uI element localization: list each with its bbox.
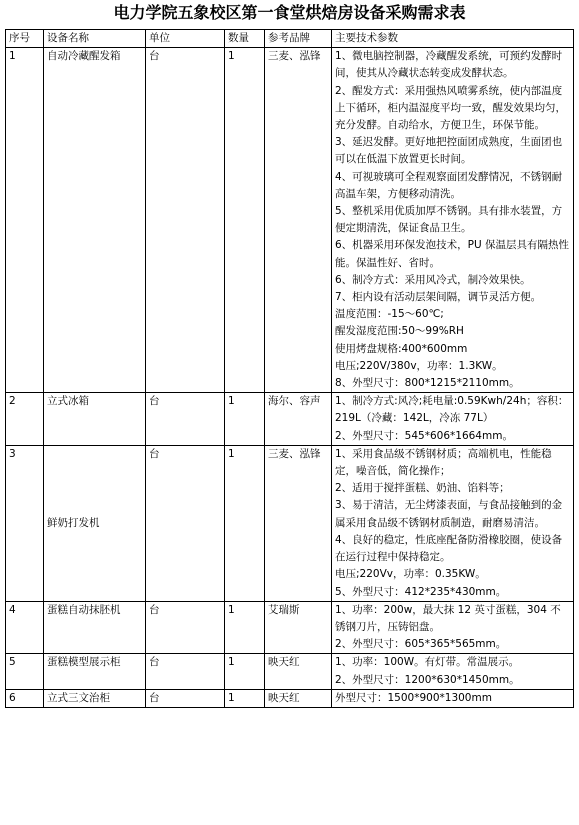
cell-specs [332, 601, 574, 654]
table-row [6, 689, 574, 707]
cell-no: 5 [6, 654, 44, 689]
cell-brand: 艾瑞斯 [265, 601, 332, 654]
header-specs: 主要技术参数 [332, 30, 574, 48]
table-body [6, 48, 574, 708]
table-row [6, 393, 574, 446]
spec-line: 1、功率：200w，最大抹 12 英寸蛋糕，304 不锈钢刀片，压铸铝盘。 [335, 603, 561, 633]
spec-line: 1、制冷方式:风冷;耗电量:0.59Kwh/24h；容积：219L（冷藏：142L，冷冻 77L） [335, 395, 569, 425]
spec-line: 2、醒发方式：采用强热风喷雾系统，使内部温度上下循环，柜内温湿度平均一致，醒发效果均匀， 充分发酵。自动给水，方便卫生，环保节能。 [335, 84, 566, 132]
cell-qty: 1 [225, 654, 265, 689]
cell-unit: 台 [146, 393, 225, 446]
cell-no: 6 [6, 689, 44, 707]
cell-no: 4 [6, 601, 44, 654]
header-qty: 数量 [225, 30, 265, 48]
cell-qty: 1 [225, 601, 265, 654]
spec-line: 6、机器采用环保发泡技术，PU 保温层具有隔热性能。保温性好、省时。 [335, 239, 570, 269]
table-row [6, 445, 574, 601]
cell-no: 2 [6, 393, 44, 446]
cell-unit: 台 [146, 601, 225, 654]
cell-unit: 台 [146, 654, 225, 689]
cell-specs [332, 393, 574, 446]
cell-brand: 海尔、容声 [265, 393, 332, 446]
cell-name: 立式冰箱 [44, 393, 146, 446]
spec-line: 3、易于清洁，无尘烤漆表面，与食品接触到的金属采用食品级不锈钢材质制造，耐磨易清洁。 [335, 499, 563, 529]
spec-line: 3、延迟发酵。更好地把控面团成熟度，生面团也可以在低温下放置更长时间。 [335, 136, 563, 166]
cell-specs [332, 445, 574, 601]
spec-line: 6、制冷方式：采用风冷式，制冷效果快。 [335, 273, 531, 286]
cell-unit: 台 [146, 48, 225, 393]
spec-line: 1、采用食品级不锈钢材质；高端机电，性能稳定，噪音低，简化操作； [335, 447, 552, 478]
cell-specs [332, 689, 574, 707]
cell-specs [332, 654, 574, 689]
cell-no: 3 [6, 445, 44, 601]
header-unit: 单位 [146, 30, 225, 48]
table-row [6, 601, 574, 654]
spec-line: 5、外型尺寸：412*235*430mm。 [335, 585, 507, 598]
cell-brand: 三麦、泓锋 [265, 445, 332, 601]
header-no: 序号 [6, 30, 44, 48]
spec-line: 1、微电脑控制器，冷藏醒发系统，可预约发酵时间，使其从冷藏状态转变成发酵状态。 [335, 50, 563, 80]
cell-name: 自动冷藏醒发箱 [44, 48, 146, 393]
spec-line: 醒发湿度范围:50～99%RH [335, 325, 464, 338]
cell-name: 蛋糕模型展示柜 [44, 654, 146, 689]
spec-line: 温度范围：-15～60℃; [335, 308, 444, 321]
spec-line: 2、外型尺寸：545*606*1664mm。 [335, 429, 513, 442]
spec-line: 8、外型尺寸：800*1215*2110mm。 [335, 377, 520, 390]
cell-brand: 映天红 [265, 654, 332, 689]
cell-qty: 1 [225, 48, 265, 393]
table-row [6, 48, 574, 393]
header-name: 设备名称 [44, 30, 146, 48]
spec-line: 1、功率：100W。有灯带。常温展示。 [335, 656, 520, 669]
spec-line: 4、可视玻璃可全程观察面团发酵情况，不锈钢耐高温车架，方便移动清洗。 [335, 170, 563, 200]
spec-line: 2、外型尺寸：1200*630*1450mm。 [335, 673, 520, 686]
cell-name: 蛋糕自动抹胚机 [44, 601, 146, 654]
spec-line: 电压;220V/380v，功率：1.3KW。 [335, 359, 503, 372]
spec-line: 外型尺寸：1500*900*1300mm [335, 691, 492, 704]
cell-qty: 1 [225, 393, 265, 446]
document-title: 电力学院五象校区第一食堂烘焙房设备采购需求表 [113, 3, 466, 22]
spec-line: 使用烤盘规格:400*600mm [335, 342, 468, 355]
cell-unit: 台 [146, 445, 225, 601]
spec-line: 5、整机采用优质加厚不锈钢。具有排水装置，方便定期清洗，保证食品卫生。 [335, 205, 563, 235]
spec-line: 2、适用于搅拌蛋糕、奶油、馅料等； [335, 482, 510, 495]
spec-line: 2、外型尺寸：605*365*565mm。 [335, 638, 507, 651]
spec-line: 4、良好的稳定，性底座配备防滑橡胶圈，使设备在运行过程中保持稳定。 [335, 533, 563, 564]
table-header-row [6, 30, 574, 48]
cell-no: 1 [6, 48, 44, 393]
cell-name: 立式三文治柜 [44, 689, 146, 707]
header-brand: 参考品牌 [265, 30, 332, 48]
cell-unit: 台 [146, 689, 225, 707]
table-row [6, 654, 574, 689]
cell-brand: 三麦、泓锋 [265, 48, 332, 393]
cell-name: 鲜奶打发机 [44, 445, 146, 601]
cell-brand: 映天红 [265, 689, 332, 707]
spec-line: 电压;220Vv，功率：0.35KW。 [335, 568, 486, 581]
cell-specs [332, 48, 574, 393]
cell-qty: 1 [225, 445, 265, 601]
procurement-table [5, 29, 574, 708]
spec-line: 7、柜内设有活动层架间隔，调节灵活方便。 [335, 291, 542, 304]
cell-qty: 1 [225, 689, 265, 707]
